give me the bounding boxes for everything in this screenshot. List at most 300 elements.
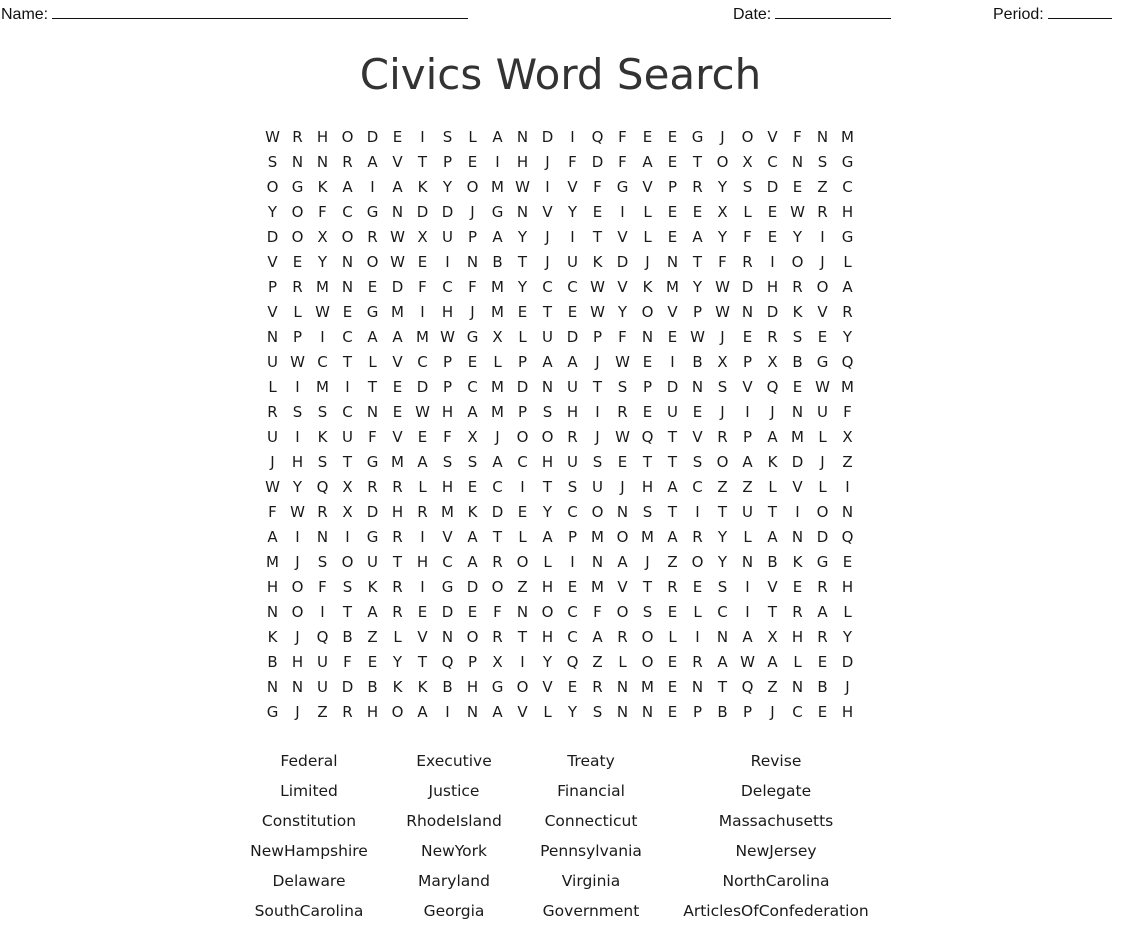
grid-letter[interactable]: K — [467, 503, 478, 521]
grid-letter[interactable]: F — [618, 328, 627, 346]
grid-letter[interactable]: Q — [316, 478, 329, 496]
grid-letter[interactable]: O — [641, 303, 654, 321]
grid-letter[interactable]: R — [567, 428, 578, 446]
grid-letter[interactable]: X — [317, 228, 328, 246]
grid-letter[interactable]: N — [516, 203, 529, 221]
grid-letter[interactable]: N — [291, 153, 304, 171]
grid-letter[interactable]: T — [717, 678, 728, 696]
grid-letter[interactable]: L — [843, 253, 852, 271]
grid-letter[interactable]: K — [317, 428, 328, 446]
grid-letter[interactable]: A — [717, 653, 728, 671]
grid-letter[interactable]: E — [567, 578, 578, 596]
grid-letter[interactable]: N — [316, 528, 329, 546]
grid-letter[interactable]: Y — [617, 303, 628, 321]
grid-letter[interactable]: F — [318, 203, 327, 221]
grid-letter[interactable]: Q — [841, 528, 854, 546]
grid-letter[interactable]: J — [545, 153, 550, 171]
grid-letter[interactable]: P — [267, 278, 278, 296]
grid-letter[interactable]: G — [841, 153, 854, 171]
grid-letter[interactable]: G — [616, 178, 629, 196]
grid-letter[interactable]: J — [295, 703, 300, 721]
grid-letter[interactable]: K — [642, 278, 653, 296]
grid-letter[interactable]: K — [792, 553, 803, 571]
grid-letter[interactable]: N — [791, 153, 804, 171]
grid-letter[interactable]: I — [845, 478, 850, 496]
grid-letter[interactable]: Q — [591, 128, 604, 146]
grid-letter[interactable]: Q — [641, 428, 654, 446]
grid-letter[interactable]: I — [570, 128, 575, 146]
grid-letter[interactable]: V — [617, 228, 628, 246]
grid-letter[interactable]: L — [418, 478, 427, 496]
grid-letter[interactable]: H — [541, 628, 554, 646]
grid-letter[interactable]: E — [692, 578, 703, 596]
grid-letter[interactable]: G — [491, 678, 504, 696]
grid-letter[interactable]: O — [591, 503, 604, 521]
grid-letter[interactable]: O — [541, 603, 554, 621]
grid-letter[interactable]: O — [341, 128, 354, 146]
grid-letter[interactable]: I — [445, 703, 450, 721]
grid-letter[interactable]: S — [467, 453, 478, 471]
grid-letter[interactable]: U — [567, 453, 578, 471]
grid-letter[interactable]: V — [267, 253, 278, 271]
grid-letter[interactable]: C — [342, 403, 353, 421]
grid-letter[interactable]: N — [441, 628, 454, 646]
grid-letter[interactable]: H — [366, 703, 379, 721]
grid-letter[interactable]: A — [542, 353, 553, 371]
grid-letter[interactable]: I — [420, 303, 425, 321]
grid-letter[interactable]: N — [466, 703, 479, 721]
grid-letter[interactable]: E — [817, 703, 828, 721]
grid-letter[interactable]: Q — [316, 628, 329, 646]
grid-letter[interactable]: U — [367, 553, 378, 571]
grid-letter[interactable]: F — [468, 278, 477, 296]
grid-letter[interactable]: K — [592, 253, 603, 271]
grid-letter[interactable]: E — [667, 328, 678, 346]
grid-letter[interactable]: F — [318, 578, 327, 596]
grid-letter[interactable]: A — [492, 453, 503, 471]
grid-letter[interactable]: U — [442, 228, 453, 246]
grid-letter[interactable]: M — [316, 278, 329, 296]
grid-letter[interactable]: J — [845, 678, 850, 696]
grid-letter[interactable]: T — [417, 653, 428, 671]
grid-letter[interactable]: B — [442, 678, 453, 696]
grid-letter[interactable]: R — [367, 228, 378, 246]
grid-letter[interactable]: W — [315, 303, 330, 321]
grid-letter[interactable]: B — [792, 353, 803, 371]
grid-letter[interactable]: N — [841, 503, 854, 521]
grid-letter[interactable]: I — [345, 378, 350, 396]
grid-letter[interactable]: G — [441, 578, 454, 596]
grid-letter[interactable]: O — [616, 603, 629, 621]
grid-letter[interactable]: R — [292, 128, 303, 146]
grid-letter[interactable]: S — [342, 578, 353, 596]
grid-letter[interactable]: V — [267, 303, 278, 321]
grid-letter[interactable]: M — [491, 403, 504, 421]
grid-letter[interactable]: I — [795, 503, 800, 521]
grid-letter[interactable]: W — [415, 403, 430, 421]
grid-letter[interactable]: W — [615, 428, 630, 446]
grid-letter[interactable]: W — [515, 178, 530, 196]
grid-letter[interactable]: A — [367, 328, 378, 346]
grid-letter[interactable]: Y — [267, 203, 278, 221]
grid-letter[interactable]: B — [817, 678, 828, 696]
grid-letter[interactable]: I — [695, 503, 700, 521]
grid-letter[interactable]: X — [767, 628, 778, 646]
grid-letter[interactable]: M — [491, 378, 504, 396]
grid-letter[interactable]: V — [517, 703, 528, 721]
grid-letter[interactable]: B — [717, 703, 728, 721]
grid-letter[interactable]: K — [317, 178, 328, 196]
grid-letter[interactable]: N — [516, 128, 529, 146]
grid-letter[interactable]: Y — [717, 178, 728, 196]
grid-letter[interactable]: C — [442, 553, 453, 571]
grid-letter[interactable]: R — [342, 153, 353, 171]
grid-letter[interactable]: K — [392, 678, 403, 696]
grid-letter[interactable]: O — [266, 178, 279, 196]
grid-letter[interactable]: O — [541, 428, 554, 446]
grid-letter[interactable]: K — [417, 178, 428, 196]
grid-letter[interactable]: V — [817, 303, 828, 321]
grid-letter[interactable]: D — [416, 378, 429, 396]
grid-letter[interactable]: H — [416, 553, 429, 571]
grid-letter[interactable]: A — [367, 153, 378, 171]
grid-letter[interactable]: J — [545, 228, 550, 246]
grid-letter[interactable]: A — [417, 453, 428, 471]
grid-letter[interactable]: F — [593, 178, 602, 196]
grid-letter[interactable]: S — [592, 453, 603, 471]
grid-letter[interactable]: Q — [566, 653, 579, 671]
grid-letter[interactable]: N — [541, 378, 554, 396]
grid-letter[interactable]: D — [741, 278, 754, 296]
grid-letter[interactable]: E — [792, 378, 803, 396]
grid-letter[interactable]: X — [717, 203, 728, 221]
grid-letter[interactable]: I — [420, 578, 425, 596]
grid-letter[interactable]: U — [567, 253, 578, 271]
grid-letter[interactable]: P — [567, 528, 578, 546]
grid-letter[interactable]: T — [767, 503, 778, 521]
grid-letter[interactable]: L — [643, 228, 652, 246]
grid-letter[interactable]: V — [392, 428, 403, 446]
grid-letter[interactable]: I — [745, 403, 750, 421]
grid-letter[interactable]: F — [568, 153, 577, 171]
grid-letter[interactable]: G — [841, 228, 854, 246]
grid-letter[interactable]: A — [492, 703, 503, 721]
grid-letter[interactable]: E — [842, 553, 853, 571]
grid-letter[interactable]: H — [841, 578, 854, 596]
grid-letter[interactable]: J — [470, 303, 475, 321]
grid-letter[interactable]: R — [367, 478, 378, 496]
grid-letter[interactable]: E — [592, 203, 603, 221]
grid-letter[interactable]: T — [667, 503, 678, 521]
grid-letter[interactable]: O — [616, 528, 629, 546]
grid-letter[interactable]: E — [567, 303, 578, 321]
grid-letter[interactable]: R — [392, 528, 403, 546]
grid-letter[interactable]: D — [466, 578, 479, 596]
grid-letter[interactable]: T — [417, 153, 428, 171]
grid-letter[interactable]: O — [341, 553, 354, 571]
grid-letter[interactable]: U — [567, 378, 578, 396]
grid-letter[interactable]: M — [641, 678, 654, 696]
grid-letter[interactable]: E — [692, 403, 703, 421]
grid-letter[interactable]: K — [767, 453, 778, 471]
grid-letter[interactable]: Q — [766, 378, 779, 396]
grid-letter[interactable]: E — [392, 378, 403, 396]
grid-letter[interactable]: D — [766, 303, 779, 321]
grid-letter[interactable]: R — [692, 653, 703, 671]
grid-letter[interactable]: D — [441, 203, 454, 221]
grid-letter[interactable]: S — [317, 403, 328, 421]
grid-letter[interactable]: D — [766, 178, 779, 196]
grid-letter[interactable]: C — [542, 278, 553, 296]
grid-letter[interactable]: E — [417, 253, 428, 271]
grid-letter[interactable]: E — [692, 203, 703, 221]
grid-letter[interactable]: O — [741, 128, 754, 146]
grid-letter[interactable]: E — [792, 578, 803, 596]
grid-letter[interactable]: X — [342, 478, 353, 496]
grid-letter[interactable]: Y — [542, 653, 553, 671]
grid-letter[interactable]: S — [792, 328, 803, 346]
grid-letter[interactable]: A — [742, 628, 753, 646]
grid-letter[interactable]: Y — [317, 253, 328, 271]
grid-letter[interactable]: H — [541, 453, 554, 471]
grid-letter[interactable]: V — [542, 678, 553, 696]
grid-letter[interactable]: Y — [392, 653, 403, 671]
grid-letter[interactable]: D — [366, 503, 379, 521]
grid-letter[interactable]: W — [715, 303, 730, 321]
grid-letter[interactable]: M — [591, 578, 604, 596]
grid-letter[interactable]: A — [367, 603, 378, 621]
grid-letter[interactable]: I — [345, 528, 350, 546]
grid-letter[interactable]: D — [516, 378, 529, 396]
grid-letter[interactable]: J — [495, 428, 500, 446]
grid-letter[interactable]: T — [367, 378, 378, 396]
grid-letter[interactable]: W — [715, 278, 730, 296]
grid-letter[interactable]: T — [542, 478, 553, 496]
grid-letter[interactable]: I — [745, 603, 750, 621]
grid-letter[interactable]: T — [592, 228, 603, 246]
grid-letter[interactable]: R — [392, 578, 403, 596]
grid-letter[interactable]: J — [620, 478, 625, 496]
grid-letter[interactable]: E — [392, 403, 403, 421]
grid-letter[interactable]: G — [491, 203, 504, 221]
grid-letter[interactable]: S — [717, 378, 728, 396]
grid-letter[interactable]: N — [341, 253, 354, 271]
grid-letter[interactable]: Y — [842, 628, 853, 646]
grid-letter[interactable]: N — [266, 603, 279, 621]
grid-letter[interactable]: V — [442, 528, 453, 546]
grid-letter[interactable]: K — [792, 303, 803, 321]
grid-letter[interactable]: L — [818, 428, 827, 446]
grid-letter[interactable]: O — [716, 453, 729, 471]
grid-letter[interactable]: L — [468, 128, 477, 146]
grid-letter[interactable]: N — [391, 203, 404, 221]
grid-letter[interactable]: R — [667, 578, 678, 596]
grid-letter[interactable]: J — [770, 703, 775, 721]
grid-letter[interactable]: J — [295, 628, 300, 646]
grid-letter[interactable]: G — [291, 178, 304, 196]
grid-letter[interactable]: P — [292, 328, 303, 346]
grid-letter[interactable]: C — [317, 353, 328, 371]
grid-letter[interactable]: O — [291, 603, 304, 621]
grid-letter[interactable]: E — [367, 278, 378, 296]
grid-letter[interactable]: N — [291, 678, 304, 696]
grid-letter[interactable]: Y — [842, 328, 853, 346]
grid-letter[interactable]: T — [667, 428, 678, 446]
grid-letter[interactable]: A — [767, 428, 778, 446]
grid-letter[interactable]: H — [291, 453, 304, 471]
grid-letter[interactable]: H — [466, 678, 479, 696]
grid-letter[interactable]: U — [267, 353, 278, 371]
grid-letter[interactable]: Y — [517, 228, 528, 246]
grid-letter[interactable]: U — [542, 328, 553, 346]
grid-letter[interactable]: P — [517, 353, 528, 371]
grid-letter[interactable]: A — [667, 478, 678, 496]
grid-letter[interactable]: V — [542, 203, 553, 221]
grid-letter[interactable]: Q — [741, 678, 754, 696]
grid-letter[interactable]: E — [642, 128, 653, 146]
grid-letter[interactable]: X — [717, 353, 728, 371]
grid-letter[interactable]: X — [492, 653, 503, 671]
grid-letter[interactable]: H — [566, 403, 579, 421]
grid-letter[interactable]: D — [341, 678, 354, 696]
grid-letter[interactable]: N — [341, 278, 354, 296]
grid-letter[interactable]: I — [670, 353, 675, 371]
grid-letter[interactable]: D — [791, 453, 804, 471]
grid-letter[interactable]: S — [817, 153, 828, 171]
grid-letter[interactable]: V — [417, 628, 428, 646]
grid-letter[interactable]: I — [495, 153, 500, 171]
grid-letter[interactable]: C — [567, 278, 578, 296]
grid-letter[interactable]: T — [642, 578, 653, 596]
grid-letter[interactable]: T — [592, 378, 603, 396]
grid-letter[interactable]: X — [492, 328, 503, 346]
grid-letter[interactable]: N — [691, 678, 704, 696]
grid-letter[interactable]: F — [443, 428, 452, 446]
grid-letter[interactable]: L — [543, 703, 552, 721]
grid-letter[interactable]: R — [842, 303, 853, 321]
grid-letter[interactable]: C — [467, 378, 478, 396]
grid-letter[interactable]: Z — [367, 628, 378, 646]
grid-letter[interactable]: N — [791, 678, 804, 696]
grid-letter[interactable]: O — [291, 578, 304, 596]
grid-letter[interactable]: N — [466, 253, 479, 271]
grid-letter[interactable]: U — [342, 428, 353, 446]
grid-letter[interactable]: L — [843, 603, 852, 621]
grid-letter[interactable]: W — [690, 328, 705, 346]
grid-letter[interactable]: R — [717, 428, 728, 446]
grid-letter[interactable]: T — [517, 628, 528, 646]
grid-letter[interactable]: X — [417, 228, 428, 246]
grid-letter[interactable]: O — [291, 203, 304, 221]
period-blank-line[interactable] — [1048, 4, 1112, 19]
grid-letter[interactable]: Y — [292, 478, 303, 496]
grid-letter[interactable]: Z — [767, 678, 778, 696]
grid-letter[interactable]: U — [742, 503, 753, 521]
grid-letter[interactable]: C — [767, 153, 778, 171]
grid-letter[interactable]: W — [740, 653, 755, 671]
grid-letter[interactable]: E — [667, 228, 678, 246]
grid-letter[interactable]: S — [267, 153, 278, 171]
grid-letter[interactable]: G — [366, 203, 379, 221]
grid-letter[interactable]: M — [391, 453, 404, 471]
grid-letter[interactable]: U — [667, 403, 678, 421]
grid-letter[interactable]: D — [491, 503, 504, 521]
grid-letter[interactable]: L — [793, 653, 802, 671]
grid-letter[interactable]: V — [617, 278, 628, 296]
grid-letter[interactable]: N — [741, 303, 754, 321]
grid-letter[interactable]: D — [616, 253, 629, 271]
grid-letter[interactable]: F — [743, 228, 752, 246]
grid-letter[interactable]: L — [543, 553, 552, 571]
grid-letter[interactable]: L — [818, 478, 827, 496]
grid-letter[interactable]: T — [392, 553, 403, 571]
grid-letter[interactable]: F — [593, 603, 602, 621]
grid-letter[interactable]: Z — [592, 653, 603, 671]
grid-letter[interactable]: N — [641, 703, 654, 721]
grid-letter[interactable]: N — [616, 503, 629, 521]
grid-letter[interactable]: B — [492, 253, 503, 271]
grid-letter[interactable]: H — [841, 703, 854, 721]
grid-letter[interactable]: C — [342, 203, 353, 221]
grid-letter[interactable]: E — [767, 228, 778, 246]
grid-letter[interactable]: J — [295, 553, 300, 571]
grid-letter[interactable]: E — [367, 653, 378, 671]
grid-letter[interactable]: F — [268, 503, 277, 521]
grid-letter[interactable]: O — [366, 253, 379, 271]
grid-letter[interactable]: V — [567, 178, 578, 196]
grid-letter[interactable]: O — [516, 428, 529, 446]
grid-letter[interactable]: R — [817, 628, 828, 646]
grid-letter[interactable]: C — [792, 703, 803, 721]
grid-letter[interactable]: W — [440, 328, 455, 346]
grid-letter[interactable]: V — [642, 178, 653, 196]
grid-letter[interactable]: N — [366, 403, 379, 421]
grid-letter[interactable]: D — [366, 128, 379, 146]
grid-letter[interactable]: O — [516, 678, 529, 696]
grid-letter[interactable]: W — [790, 203, 805, 221]
grid-letter[interactable]: C — [417, 353, 428, 371]
grid-letter[interactable]: J — [645, 253, 650, 271]
grid-letter[interactable]: I — [745, 578, 750, 596]
grid-letter[interactable]: A — [392, 178, 403, 196]
grid-letter[interactable]: T — [692, 253, 703, 271]
grid-letter[interactable]: K — [267, 628, 278, 646]
grid-letter[interactable]: A — [492, 228, 503, 246]
grid-letter[interactable]: E — [467, 478, 478, 496]
grid-letter[interactable]: R — [742, 253, 753, 271]
grid-letter[interactable]: V — [792, 478, 803, 496]
grid-letter[interactable]: R — [617, 628, 628, 646]
grid-letter[interactable]: R — [417, 503, 428, 521]
grid-letter[interactable]: A — [842, 278, 853, 296]
grid-letter[interactable]: L — [268, 378, 277, 396]
grid-letter[interactable]: D — [541, 128, 554, 146]
grid-letter[interactable]: E — [667, 678, 678, 696]
grid-letter[interactable]: Y — [567, 203, 578, 221]
grid-letter[interactable]: T — [517, 253, 528, 271]
grid-letter[interactable]: A — [467, 403, 478, 421]
grid-letter[interactable]: E — [667, 603, 678, 621]
grid-letter[interactable]: A — [692, 228, 703, 246]
grid-letter[interactable]: N — [591, 553, 604, 571]
grid-letter[interactable]: D — [441, 603, 454, 621]
grid-letter[interactable]: F — [493, 603, 502, 621]
grid-letter[interactable]: U — [317, 653, 328, 671]
name-blank-line[interactable] — [52, 4, 468, 19]
grid-letter[interactable]: R — [817, 578, 828, 596]
grid-letter[interactable]: H — [291, 653, 304, 671]
grid-letter[interactable]: C — [567, 503, 578, 521]
